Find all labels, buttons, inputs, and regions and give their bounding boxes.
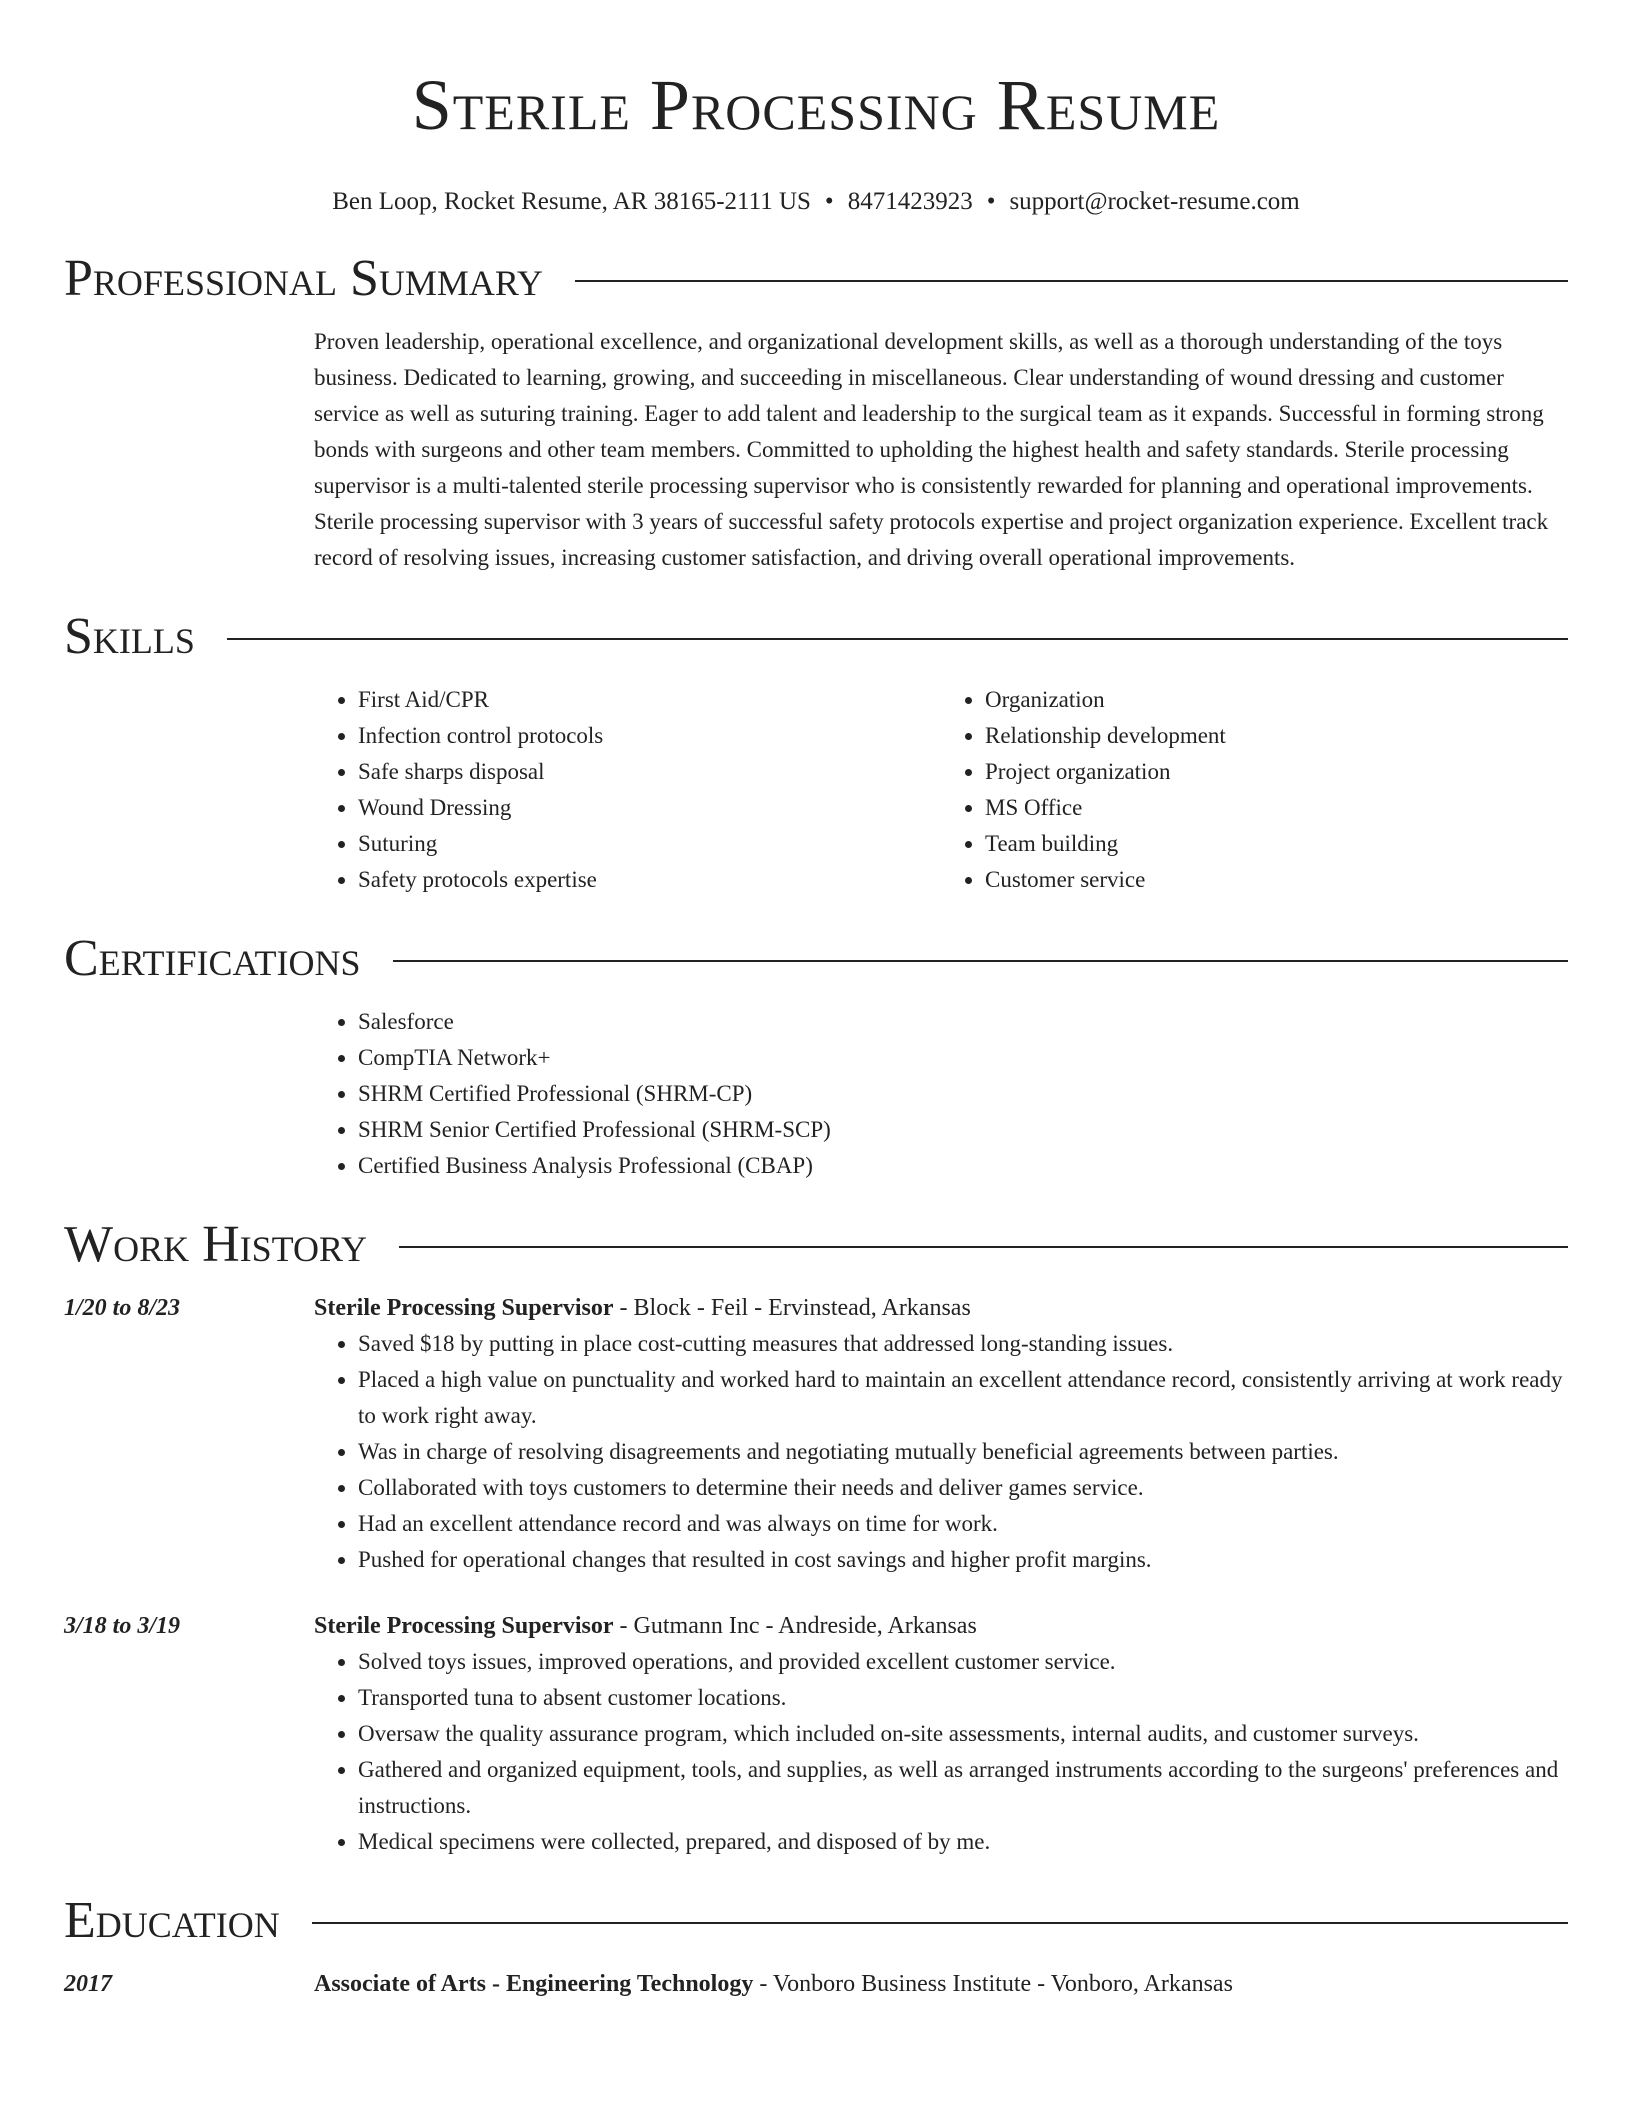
education-degree: Associate of Arts - Engineering Technology <box>314 1971 754 1997</box>
contact-phone: 8471423923 <box>847 188 973 215</box>
job-heading <box>314 1608 1568 1644</box>
duty-item: • Pushed for operational changes that resulted in cost savings and higher profit margins. <box>358 1542 1568 1578</box>
section-divider <box>575 280 1568 282</box>
skill-item: • Infection control protocols <box>358 718 941 754</box>
education-entry <box>64 1966 1568 2002</box>
education-section <box>64 1890 1568 2002</box>
certifications-list <box>314 1004 1568 1184</box>
skills-columns <box>314 682 1568 898</box>
job-title: Sterile Processing Supervisor <box>314 1295 614 1321</box>
section-divider <box>393 960 1568 962</box>
contact-email: support@rocket-resume.com <box>1009 188 1300 215</box>
work-history-heading: Work History <box>64 1216 368 1273</box>
job-heading <box>314 1290 1568 1326</box>
job-details <box>314 1290 1568 1578</box>
job-dates: 1/20 to 8/23 <box>64 1295 181 1321</box>
certification-item: • SHRM Certified Professional (SHRM-CP) <box>358 1076 1568 1112</box>
skills-header <box>64 606 1568 668</box>
job-title: Sterile Processing Supervisor <box>314 1613 614 1639</box>
summary-header <box>64 248 1568 310</box>
duty-item: • Saved $18 by putting in place cost-cutting measures that addressed long-standing issues. <box>358 1326 1568 1362</box>
skill-item: • Relationship development <box>985 718 1568 754</box>
certification-item: • CompTIA Network+ <box>358 1040 1568 1076</box>
skill-item: • Organization <box>985 682 1568 718</box>
job-entry <box>64 1290 1568 1578</box>
education-details <box>314 1966 1233 2002</box>
summary-text: Proven leadership, operational excellence, and organizational development skills, as well as a thorough understanding of the toys business. Dedicated to learning, growing, and succeeding in miscellaneous. Clear understanding of wound dressing and customer service as well as suturing training. Eager to add talent and leadership to the surgical team as it expands. Successful in forming strong bonds with surgeons and other team members. Committed to upholding the highest health and safety standards. Sterile processing supervisor is a multi-talented sterile processing supervisor who is consistently rewarded for planning and operational improvements. Sterile processing supervisor with 3 years of successful safety protocols expertise and project organization experience. Excellent track record of resolving issues, increasing customer satisfaction, and driving overall operational improvements. <box>314 329 1549 570</box>
section-divider <box>312 1922 1568 1924</box>
skills-list-left <box>314 682 941 898</box>
job-employer: - Gutmann Inc - Andreside, Arkansas <box>613 1613 977 1639</box>
contact-line <box>64 186 1568 218</box>
job-employer: - Block - Feil - Ervinstead, Arkansas <box>613 1295 971 1321</box>
work-history-header <box>64 1214 1568 1276</box>
certifications-header <box>64 928 1568 990</box>
duty-item: • Collaborated with toys customers to determine their needs and deliver games service. <box>358 1470 1568 1506</box>
resume-title: Sterile Processing Resume <box>411 65 1221 145</box>
duty-item: • Medical specimens were collected, prepared, and disposed of by me. <box>358 1824 1568 1860</box>
duty-item: • Transported tuna to absent customer locations. <box>358 1680 1568 1716</box>
certification-item: • Salesforce <box>358 1004 1568 1040</box>
duty-item: • Was in charge of resolving disagreements and negotiating mutually beneficial agreements between parties. <box>358 1434 1568 1470</box>
duty-item: • Oversaw the quality assurance program, which included on-site assessments, internal audits, and customer surveys. <box>358 1716 1568 1752</box>
skill-item: • Suturing <box>358 826 941 862</box>
education-year: 2017 <box>64 1971 112 1997</box>
duty-item: • Placed a high value on punctuality and worked hard to maintain an excellent attendance record, consistently arriving at work ready to work right away. <box>358 1362 1568 1434</box>
contact-address: Ben Loop, Rocket Resume, AR 38165-2111 US <box>332 188 811 215</box>
education-institution: - Vonboro Business Institute - Vonboro, Arkansas <box>753 1971 1233 1997</box>
skill-item: • First Aid/CPR <box>358 682 941 718</box>
education-heading: Education <box>64 1892 280 1949</box>
summary-section <box>64 248 1568 576</box>
certifications-heading: Certifications <box>64 930 361 987</box>
skill-item: • Project organization <box>985 754 1568 790</box>
job-details <box>314 1608 1568 1860</box>
section-divider <box>227 638 1568 640</box>
job-entry <box>64 1608 1568 1860</box>
duty-item: • Gathered and organized equipment, tools, and supplies, as well as arranged instruments according to the surgeons' preferences and instructions. <box>358 1752 1568 1824</box>
skill-item: • Customer service <box>985 862 1568 898</box>
skill-item: • Safety protocols expertise <box>358 862 941 898</box>
duty-item: • Solved toys issues, improved operations, and provided excellent customer service. <box>358 1644 1568 1680</box>
duty-item: • Had an excellent attendance record and was always on time for work. <box>358 1506 1568 1542</box>
skill-item: • MS Office <box>985 790 1568 826</box>
summary-heading: Professional Summary <box>64 250 543 307</box>
work-history-section <box>64 1214 1568 1860</box>
job-duties <box>314 1326 1568 1578</box>
certification-item: • SHRM Senior Certified Professional (SHRM-SCP) <box>358 1112 1568 1148</box>
skills-heading: Skills <box>64 608 195 665</box>
skill-item: • Team building <box>985 826 1568 862</box>
skills-list-right <box>941 682 1568 898</box>
section-divider <box>399 1246 1568 1248</box>
job-dates: 3/18 to 3/19 <box>64 1613 181 1639</box>
certifications-section <box>64 928 1568 1184</box>
contact-separator: • <box>986 188 996 215</box>
contact-separator: • <box>824 188 834 215</box>
skill-item: • Safe sharps disposal <box>358 754 941 790</box>
certification-item: • Certified Business Analysis Professional (CBAP) <box>358 1148 1568 1184</box>
skill-item: • Wound Dressing <box>358 790 941 826</box>
skills-section <box>64 606 1568 898</box>
certifications-list-wrap <box>314 1004 1568 1184</box>
education-header <box>64 1890 1568 1952</box>
job-duties <box>314 1644 1568 1860</box>
